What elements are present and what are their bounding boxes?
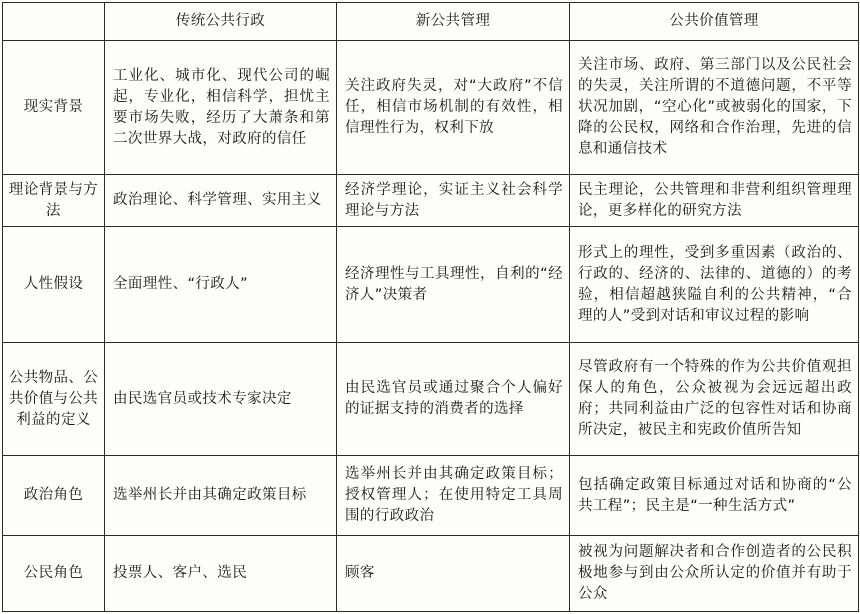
cell-traditional: 由民选官员或技术专家决定 <box>105 343 337 456</box>
header-traditional-public-administration: 传统公共行政 <box>105 3 337 41</box>
table-row <box>3 343 859 456</box>
cell-traditional: 选举州长并由其确定政策目标 <box>105 456 337 536</box>
comparison-table <box>2 2 859 612</box>
row-label: 政治角色 <box>3 456 105 536</box>
table-row <box>3 175 859 227</box>
cell-pvm: 尽管政府有一个特殊的作为公共价值观担保人的角色，公众被视为会远远超出政府；共同利益由广泛的包容性对话和协商所决定，被民主和宪政价值所告知 <box>570 343 859 456</box>
cell-traditional: 投票人、客户、选民 <box>105 536 337 612</box>
cell-npm: 关注政府失灵，对“大政府”不信任，相信市场机制的有效性，相信理性行为，权利下放 <box>337 41 570 175</box>
row-label: 理论背景与方法 <box>3 175 105 227</box>
cell-traditional: 工业化、城市化、现代公司的崛起，专业化，相信科学，担忧主要市场失败，经历了大萧条和第二次世界大战，对政府的信任 <box>105 41 337 175</box>
row-label: 人性假设 <box>3 227 105 343</box>
header-new-public-management: 新公共管理 <box>337 3 570 41</box>
row-label: 现实背景 <box>3 41 105 175</box>
header-row <box>3 3 859 41</box>
table-row <box>3 41 859 175</box>
cell-pvm: 被视为问题解决者和合作创造者的公民积极地参与到由公众所认定的价值并有助于公众 <box>570 536 859 612</box>
cell-npm: 经济学理论，实证主义社会科学理论与方法 <box>337 175 570 227</box>
cell-npm: 由民选官员或通过聚合个人偏好的证据支持的消费者的选择 <box>337 343 570 456</box>
cell-npm: 选举州长并由其确定政策目标；授权管理人；在使用特定工具周围的行政政治 <box>337 456 570 536</box>
table-row <box>3 227 859 343</box>
table-row <box>3 536 859 612</box>
cell-traditional: 政治理论、科学管理、实用主义 <box>105 175 337 227</box>
cell-pvm: 关注市场、政府、第三部门以及公民社会的失灵，关注所谓的不道德问题，不平等状况加剧，“空心化”或被弱化的国家，下降的公民权，网络和合作治理，先进的信息和通信技术 <box>570 41 859 175</box>
header-corner-cell <box>3 3 105 41</box>
row-label: 公民角色 <box>3 536 105 612</box>
cell-npm: 顾客 <box>337 536 570 612</box>
cell-pvm: 包括确定政策目标通过对话和协商的“公共工程”；民主是“一种生活方式” <box>570 456 859 536</box>
cell-traditional: 全面理性、“行政人” <box>105 227 337 343</box>
header-public-value-management: 公共价值管理 <box>570 3 859 41</box>
cell-npm: 经济理性与工具理性，自利的“经济人”决策者 <box>337 227 570 343</box>
cell-pvm: 形式上的理性，受到多重因素（政治的、行政的、经济的、法律的、道德的）的考验，相信超越狭隘自利的公共精神，“合理的人”受到对话和审议过程的影响 <box>570 227 859 343</box>
cell-pvm: 民主理论，公共管理和非营利组织管理理论，更多样化的研究方法 <box>570 175 859 227</box>
row-label: 公共物品、公共价值与公共利益的定义 <box>3 343 105 456</box>
table-row <box>3 456 859 536</box>
